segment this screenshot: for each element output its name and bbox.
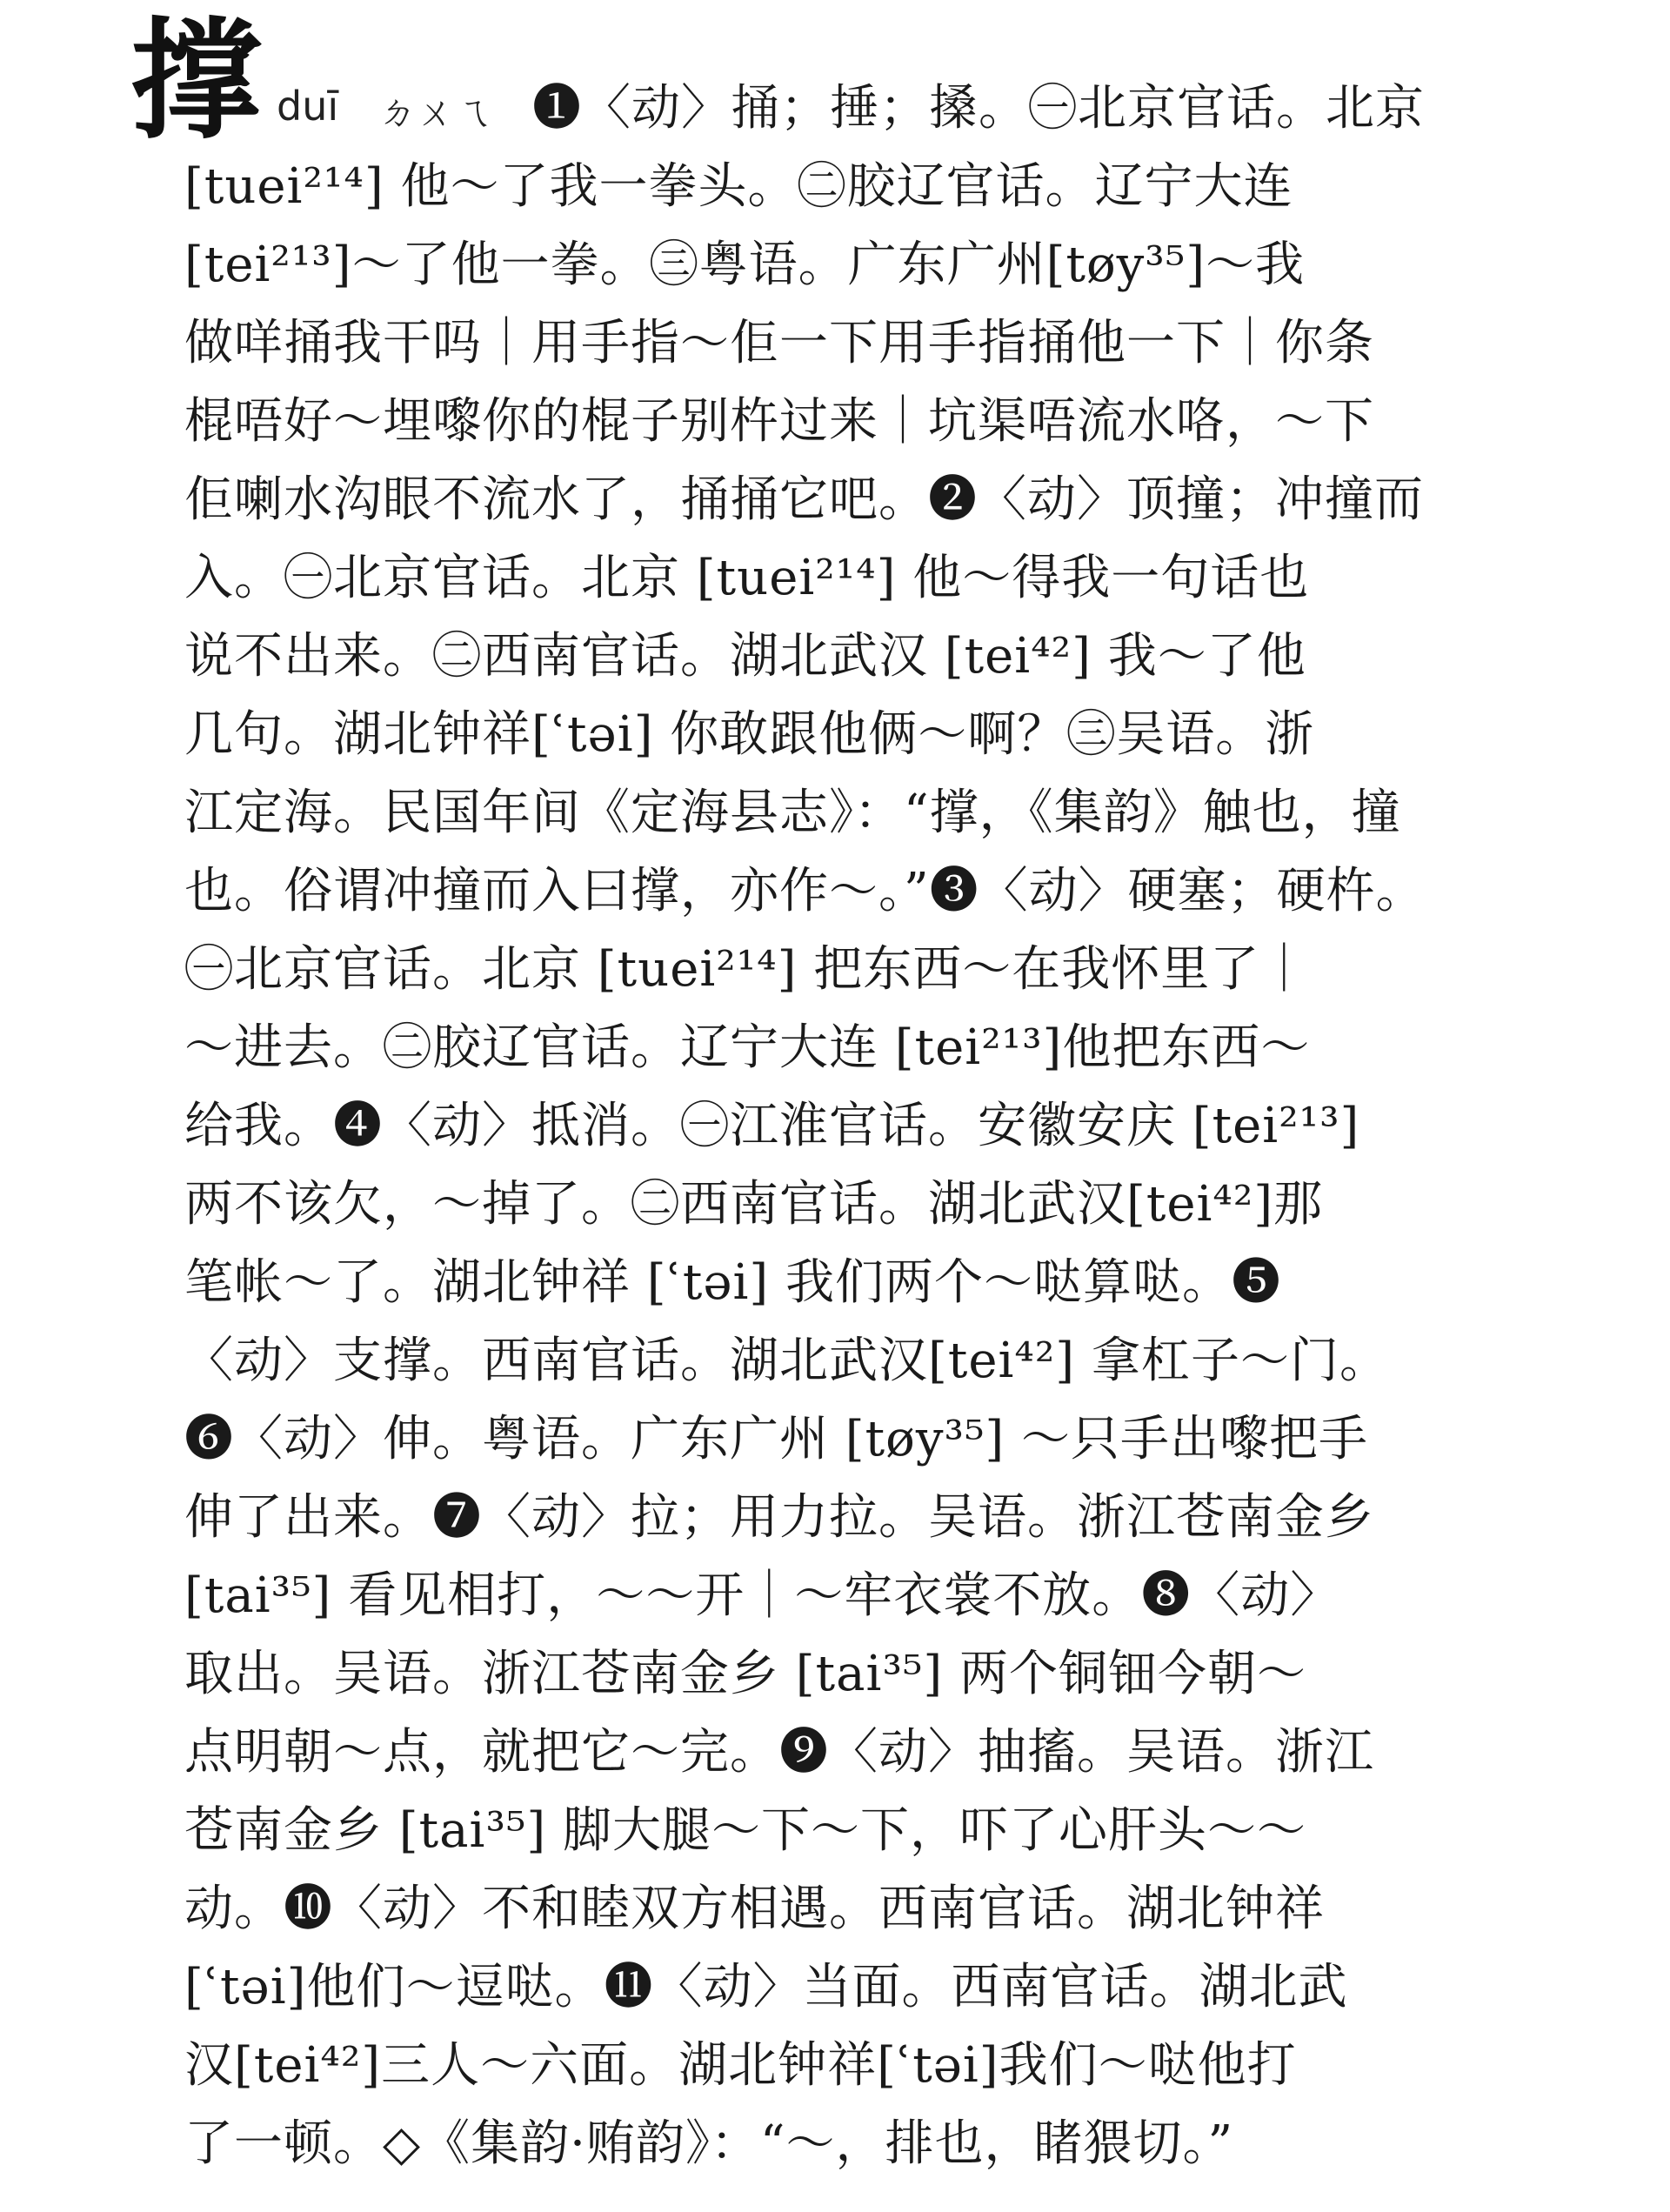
entry-line: 取出。吴语。浙江苍南金乡 [tai³⁵] 两个铜钿今朝～	[184, 1646, 1306, 1702]
entry-line: [tuei²¹⁴] 他～了我一拳头。㊁胶辽官话。辽宁大连	[184, 158, 1293, 215]
entry-line: 汉[tei⁴²]三人～六面。湖北钟祥[ʿtəi]我们～哒他打	[184, 2037, 1297, 2094]
entry-line: [ʿtəi]他们～逗哒。⓫〈动〉当面。西南官话。湖北武	[184, 1959, 1348, 2015]
entry-line: 给我。❹〈动〉抵消。㊀江淮官话。安徽安庆 [tei²¹³]	[184, 1098, 1360, 1154]
entry-line: [tai³⁵] 看见相打，～～开｜～牢衣裳不放。❽〈动〉	[184, 1567, 1340, 1624]
entry-line: 也。俗谓冲撞而入曰撑，亦作～。”❸〈动〉硬塞；硬杵。	[184, 863, 1426, 919]
entry-line: 棍唔好～埋嚟你的棍子别杵过来｜坑渠唔流水咯，～下	[184, 393, 1374, 450]
entry-line: 动。❿〈动〉不和睦双方相遇。西南官话。湖北钟祥	[184, 1881, 1325, 1937]
entry-line: ❻〈动〉伸。粤语。广东广州 [tøy³⁵] ～只手出嚟把手	[184, 1411, 1369, 1467]
entry-line: ❶〈动〉捅；捶；搡。㊀北京官话。北京	[532, 80, 1425, 137]
entry-line: 〈动〉支撑。西南官话。湖北武汉[tei⁴²] 拿杠子～门。	[184, 1333, 1389, 1389]
entry-line: 笔帐～了。湖北钟祥 [ʿtəi] 我们两个～哒算哒。❺	[184, 1254, 1282, 1311]
entry-line: ～进去。㊁胶辽官话。辽宁大连 [tei²¹³]他把东西～	[184, 1019, 1311, 1076]
entry-line: 入。㊀北京官话。北京 [tuei²¹⁴] 他～得我一句话也	[184, 550, 1310, 606]
entry-line: 了一顿。◇《集韵·贿韵》：“～，排也，睹猥切。”	[184, 2115, 1234, 2172]
headword: 撑	[130, 4, 262, 157]
entry-line: 两不该欠，～掉了。㊁西南官话。湖北武汉[tei⁴²]那	[184, 1176, 1324, 1233]
entry-line: 点明朝～点，就把它～完。❾〈动〉抽搐。吴语。浙江	[184, 1724, 1374, 1781]
entry-line: 苍南金乡 [tai³⁵] 脚大腿～下～下，吓了心肝头～～	[184, 1802, 1306, 1859]
zhuyin-reading: ㄉㄨㄟ	[378, 90, 493, 135]
entry-line: [tei²¹³]～了他一拳。㊂粤语。广东广州[tøy³⁵]～我	[184, 237, 1306, 293]
entry-line: 佢喇水沟眼不流水了，捅捅它吧。❷〈动〉顶撞；冲撞而	[184, 471, 1424, 528]
entry-line: 做咩捅我干吗｜用手指～佢一下用手指捅他一下｜你条	[184, 315, 1374, 371]
pinyin-reading: duī	[277, 83, 339, 130]
entry-line: 几句。湖北钟祥[ʿtəi] 你敢跟他俩～啊？㊂吴语。浙	[184, 706, 1315, 763]
entry-line: ㊀北京官话。北京 [tuei²¹⁴] 把东西～在我怀里了｜	[184, 941, 1310, 998]
entry-line: 江定海。民国年间《定海县志》：“撑，《集韵》触也，撞	[184, 785, 1401, 841]
entry-line: 说不出来。㊁西南官话。湖北武汉 [tei⁴²] 我～了他	[184, 628, 1306, 685]
entry-line: 伸了出来。❼〈动〉拉；用力拉。吴语。浙江苍南金乡	[184, 1489, 1374, 1546]
